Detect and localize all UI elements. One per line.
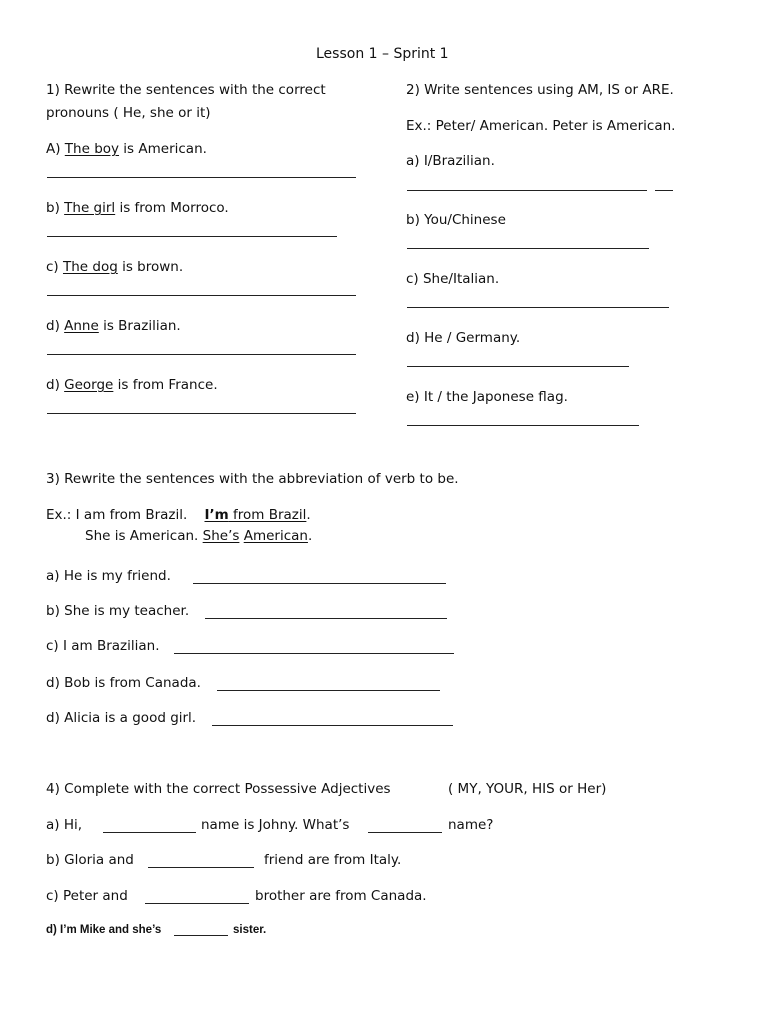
section2-item-b: b) You/Chinese xyxy=(406,212,506,228)
page-title: Lesson 1 – Sprint 1 xyxy=(316,46,449,62)
example-answer-a: She’s xyxy=(202,528,240,544)
example-text: Ex.: I am from Brazil. xyxy=(46,507,188,523)
example-period: . xyxy=(307,528,313,544)
section2-item-a: a) I/Brazilian. xyxy=(406,153,495,169)
section1-item-a xyxy=(46,140,207,158)
answer-line-2e[interactable] xyxy=(407,425,639,426)
blank-4d[interactable] xyxy=(174,935,228,936)
example-answer-b: American xyxy=(243,528,308,544)
section1-item-e xyxy=(46,376,218,394)
answer-line-2b[interactable] xyxy=(407,248,649,249)
blank-4b[interactable] xyxy=(148,867,254,868)
section1-heading-line2: pronouns ( He, she or it) xyxy=(46,105,211,121)
section4-item-a-part3: name? xyxy=(448,817,494,833)
answer-line-3b[interactable] xyxy=(205,618,447,619)
section2-heading: 2) Write sentences using AM, IS or ARE. xyxy=(406,82,674,98)
section1-heading-line1: 1) Rewrite the sentences with the correct xyxy=(46,82,326,98)
item-rest: is Brazilian. xyxy=(98,318,181,334)
section2-item-e: e) It / the Japonese flag. xyxy=(406,389,568,405)
item-rest: is from Morroco. xyxy=(115,200,229,216)
example-answer-bold: I’m xyxy=(204,507,229,523)
example-text: She is American. xyxy=(85,528,199,544)
section3-item-e: d) Alicia is a good girl. xyxy=(46,710,197,726)
section1-item-b xyxy=(46,199,229,217)
answer-line-1c[interactable] xyxy=(47,295,356,296)
section4-item-b-part2: friend are from Italy. xyxy=(264,852,402,868)
section4-item-b-part1: b) Gloria and xyxy=(46,852,134,868)
section3-item-c: c) I am Brazilian. xyxy=(46,638,160,654)
section4-heading: 4) Complete with the correct Possessive Adjectives xyxy=(46,781,391,797)
section4-item-a-part1: a) Hi, xyxy=(46,817,83,833)
item-prefix: d) xyxy=(46,318,65,334)
answer-line-3a[interactable] xyxy=(193,583,446,584)
answer-line-2a[interactable] xyxy=(407,190,647,191)
section4-item-c-part1: c) Peter and xyxy=(46,888,128,904)
section3-example-1 xyxy=(46,506,311,524)
item-subject: Anne xyxy=(64,318,99,334)
answer-line-3c[interactable] xyxy=(174,653,454,654)
section2-item-d: d) He / Germany. xyxy=(406,330,521,346)
answer-line-3d[interactable] xyxy=(217,690,440,691)
example-answer-rest: from Brazil xyxy=(233,507,307,523)
blank-4c[interactable] xyxy=(145,903,249,904)
section3-item-a: a) He is my friend. xyxy=(46,568,171,584)
item-subject: George xyxy=(64,377,114,393)
section4-item-c-part2: brother are from Canada. xyxy=(255,888,427,904)
section4-options: ( MY, YOUR, HIS or Her) xyxy=(448,781,607,797)
answer-line-2c[interactable] xyxy=(407,307,669,308)
section1-item-d xyxy=(46,317,181,335)
item-rest: is American. xyxy=(119,141,207,157)
answer-line-2d[interactable] xyxy=(407,366,629,367)
example-period: . xyxy=(306,507,311,523)
item-rest: is brown. xyxy=(117,259,184,275)
section4-item-d-part1: d) I’m Mike and she’s xyxy=(46,924,162,936)
item-prefix: A) xyxy=(46,141,65,157)
answer-line-1d[interactable] xyxy=(47,354,356,355)
item-prefix: c) xyxy=(46,259,63,275)
answer-line-1e[interactable] xyxy=(47,413,356,414)
answer-line-1a[interactable] xyxy=(47,177,356,178)
section3-item-b: b) She is my teacher. xyxy=(46,603,190,619)
section2-example: Ex.: Peter/ American. Peter is American. xyxy=(406,118,676,134)
answer-line-1b[interactable] xyxy=(47,236,337,237)
answer-line-3e[interactable] xyxy=(212,725,453,726)
section3-item-d: d) Bob is from Canada. xyxy=(46,675,201,691)
answer-line-2a-extra xyxy=(655,190,673,191)
section4-item-a-part2: name is Johny. What’s xyxy=(201,817,350,833)
item-subject: The girl xyxy=(64,200,116,216)
item-rest: is from France. xyxy=(113,377,218,393)
section2-item-c: c) She/Italian. xyxy=(406,271,500,287)
item-subject: The dog xyxy=(62,259,118,275)
item-prefix: b) xyxy=(46,200,65,216)
section3-heading: 3) Rewrite the sentences with the abbreviation of verb to be. xyxy=(46,471,459,487)
item-subject: The boy xyxy=(64,141,120,157)
blank-4a-1[interactable] xyxy=(103,832,196,833)
section4-item-d-part2: sister. xyxy=(233,924,267,936)
item-prefix: d) xyxy=(46,377,65,393)
blank-4a-2[interactable] xyxy=(368,832,442,833)
section3-example-2 xyxy=(85,527,312,545)
section1-item-c xyxy=(46,258,183,276)
